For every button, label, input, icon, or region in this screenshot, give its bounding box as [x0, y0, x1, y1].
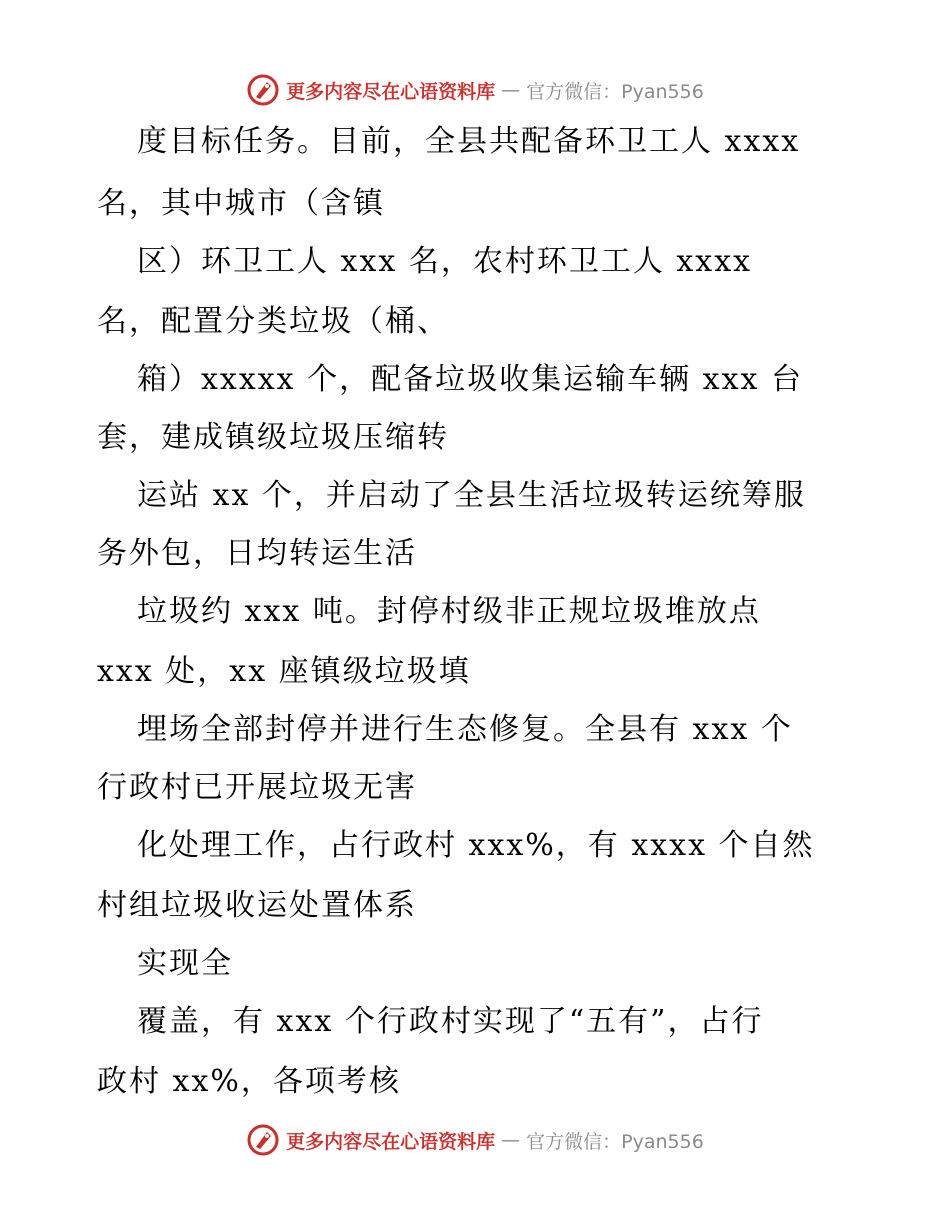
body-line: 名，配置分类垃圾（桶、 — [97, 304, 449, 339]
body-line: 套，建成镇级垃圾压缩转 — [97, 420, 449, 455]
body-line: 垃圾约 xxx 吨。封停村级非正规垃圾堆放点 — [137, 594, 761, 629]
body-line: 名，其中城市（含镇 — [97, 186, 385, 221]
body-line: 覆盖，有 xxx 个行政村实现了“五有”，占行 — [137, 1004, 764, 1039]
banner-separator: — — [501, 79, 521, 101]
body-line: 运站 xx 个，并启动了全县生活垃圾转运统筹服 — [137, 478, 806, 513]
header-banner — [0, 70, 950, 110]
body-line: 区）环卫工人 xxx 名，农村环卫工人 xxxx — [137, 244, 753, 279]
banner-title: 更多内容尽在心语资料库 — [286, 80, 496, 103]
body-line: 化处理工作，占行政村 xxx%，有 xxxx 个自然 — [137, 828, 815, 863]
banner-separator: — — [501, 1129, 521, 1151]
body-line: 度目标任务。目前，全县共配备环卫工人 xxxx — [137, 124, 801, 159]
body-line: 政村 xx%，各项考核 — [97, 1064, 401, 1099]
banner-wechat: 官方微信：Pyan556 — [526, 80, 704, 103]
pen-nib-circle-icon — [246, 73, 280, 107]
pen-nib-circle-icon — [246, 1123, 280, 1157]
banner-title: 更多内容尽在心语资料库 — [286, 1130, 496, 1153]
body-line: 务外包，日均转运生活 — [97, 536, 417, 571]
body-line: 村组垃圾收运处置体系 — [97, 888, 417, 923]
banner-wechat: 官方微信：Pyan556 — [526, 1130, 704, 1153]
body-line: xxx 处，xx 座镇级垃圾填 — [97, 654, 471, 689]
body-line: 行政村已开展垃圾无害 — [97, 770, 417, 805]
body-line: 箱）xxxxx 个，配备垃圾收集运输车辆 xxx 台 — [137, 362, 803, 397]
body-line: 实现全 — [137, 946, 233, 981]
body-line: 埋场全部封停并进行生态修复。全县有 xxx 个 — [137, 712, 793, 747]
footer-banner — [0, 1120, 950, 1160]
